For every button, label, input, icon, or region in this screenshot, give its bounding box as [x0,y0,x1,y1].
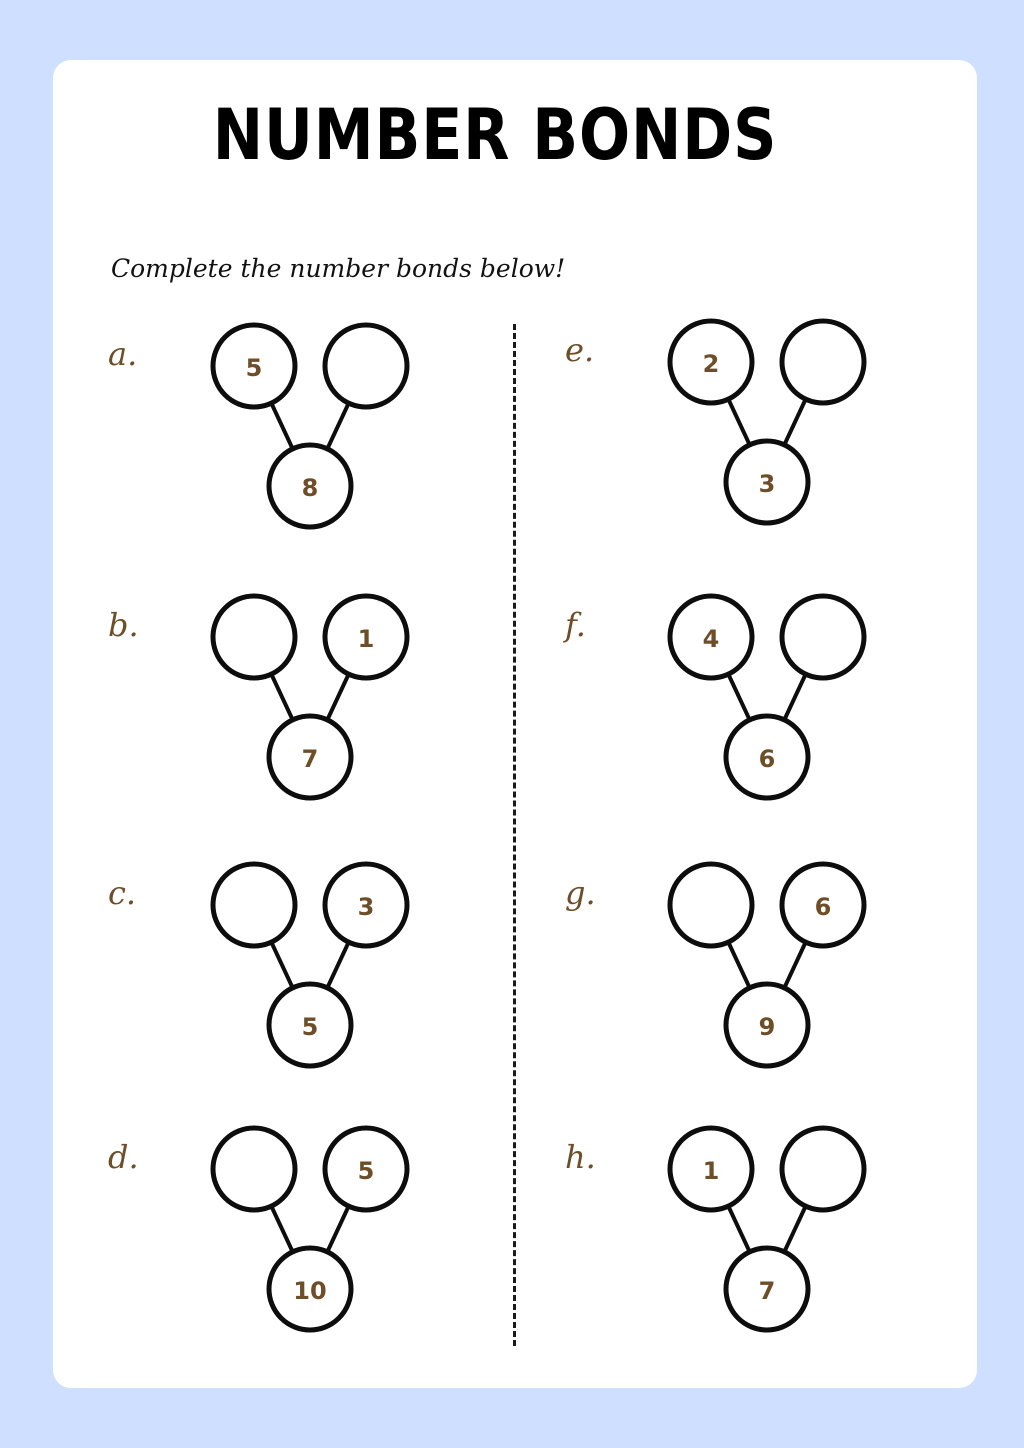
part-circle-right[interactable] [782,596,864,678]
whole-value: 10 [293,1277,327,1305]
whole-value: 6 [758,745,776,773]
problem-c [108,874,408,1097]
part-circle-right[interactable] [782,321,864,403]
number-bond [108,1138,408,1361]
problem-e [565,331,865,554]
problem-letter: b. [108,606,139,644]
instruction-text: Complete the number bonds below! [111,254,566,283]
number-bond [565,331,865,554]
column-divider [513,324,516,1346]
number-bond [108,606,408,829]
number-bond [565,874,865,1097]
part-value-left: 1 [702,1157,720,1185]
part-value-left: 2 [702,350,720,378]
part-circle-left[interactable] [213,596,295,678]
part-value-right: 1 [357,625,375,653]
whole-value: 8 [301,474,319,502]
whole-value: 3 [758,470,776,498]
part-value-left: 4 [702,625,720,653]
problem-letter: d. [108,1138,139,1176]
problem-a [108,335,408,558]
problem-letter: e. [565,331,595,369]
problem-letter: g. [565,874,596,912]
problem-f [565,606,865,829]
number-bond [565,606,865,829]
part-circle-left[interactable] [213,1128,295,1210]
part-value-right: 5 [357,1157,375,1185]
problem-letter: f. [565,606,586,644]
problem-b [108,606,408,829]
number-bond [108,335,408,558]
number-bond [565,1138,865,1361]
whole-value: 7 [758,1277,776,1305]
page-title: NUMBER BONDS [212,94,778,176]
problem-letter: c. [108,874,137,912]
problem-d [108,1138,408,1361]
problem-h [565,1138,865,1361]
part-circle-left[interactable] [670,864,752,946]
part-circle-left[interactable] [213,864,295,946]
number-bond [108,874,408,1097]
whole-value: 7 [301,745,319,773]
problem-letter: a. [108,335,138,373]
part-circle-right[interactable] [325,325,407,407]
part-value-left: 5 [245,354,263,382]
part-value-right: 3 [357,893,375,921]
problem-g [565,874,865,1097]
part-value-right: 6 [814,893,832,921]
part-circle-right[interactable] [782,1128,864,1210]
problem-letter: h. [565,1138,596,1176]
whole-value: 9 [758,1013,776,1041]
whole-value: 5 [301,1013,319,1041]
